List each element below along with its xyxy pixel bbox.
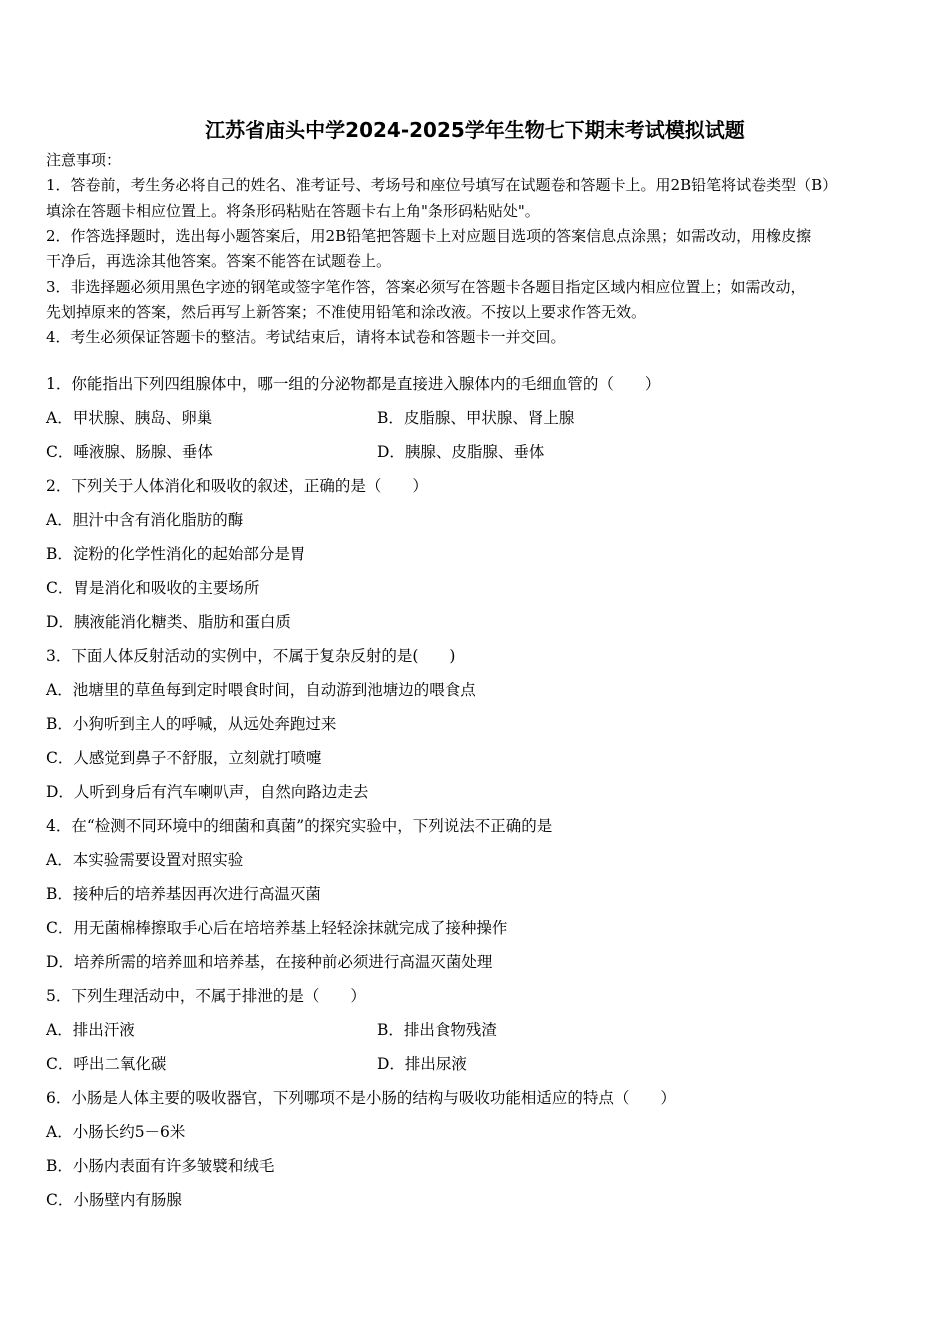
question-option: B．淀粉的化学性消化的起始部分是胃 xyxy=(46,545,306,563)
question-option: A．胆汁中含有消化脂肪的酶 xyxy=(46,511,244,529)
question-option: D．排出尿液 xyxy=(377,1055,467,1073)
notice-line: 注意事项： xyxy=(46,151,122,169)
notice-line: 1．答卷前，考生务必将自己的姓名、准考证号、考场号和座位号填写在试题卷和答题卡上。用2B铅笔将试卷类型（B） xyxy=(46,176,838,195)
notice-line: 填涂在答题卡相应位置上。将条形码粘贴在答题卡右上角"条形码粘贴处"。 xyxy=(46,201,540,220)
question-option: C．唾液腺、肠腺、垂体 xyxy=(46,443,213,461)
question-option: D．胰液能消化糖类、脂肪和蛋白质 xyxy=(46,613,291,631)
question-stem: 5．下列生理活动中，不属于排泄的是（ ） xyxy=(46,987,366,1005)
question-option: B．皮脂腺、甲状腺、肾上腺 xyxy=(377,409,575,427)
question-option: C．用无菌棉棒擦取手心后在培培养基上轻轻涂抹就完成了接种操作 xyxy=(46,919,508,937)
question-option: B．小肠内表面有许多皱襞和绒毛 xyxy=(46,1157,275,1175)
notice-line: 先划掉原来的答案，然后再写上新答案；不准使用铅笔和涂改液。不按以上要求作答无效。 xyxy=(46,302,647,321)
question-stem: 4．在“检测不同环境中的细菌和真菌”的探究实验中，下列说法不正确的是 xyxy=(46,817,553,835)
question-option: A．小肠长约5－6米 xyxy=(46,1123,186,1141)
question-option: A．甲状腺、胰岛、卵巢 xyxy=(46,409,213,427)
question-option: A．排出汗液 xyxy=(46,1021,135,1039)
question-option: B．接种后的培养基因再次进行高温灭菌 xyxy=(46,885,321,903)
question-option: D．人听到身后有汽车喇叭声，自然向路边走去 xyxy=(46,783,369,801)
question-stem: 6．小肠是人体主要的吸收器官，下列哪项不是小肠的结构与吸收功能相适应的特点（ ） xyxy=(46,1089,676,1107)
question-option: A．池塘里的草鱼每到定时喂食时间，自动游到池塘边的喂食点 xyxy=(46,681,476,699)
notice-line: 2．作答选择题时，选出每小题答案后，用2B铅笔把答题卡上对应题目选项的答案信息点涂黑；如需改动，用橡皮擦 xyxy=(46,226,812,245)
question-stem: 1．你能指出下列四组腺体中，哪一组的分泌物都是直接进入腺体内的毛细血管的（ ） xyxy=(46,375,661,393)
notice-line: 3．非选择题必须用黑色字迹的钢笔或签字笔作答，答案必须写在答题卡各题目指定区域内相应位置上；如需改动， xyxy=(46,277,806,296)
notice-line: 干净后，再选涂其他答案。答案不能答在试题卷上。 xyxy=(46,252,392,271)
question-option: D．胰腺、皮脂腺、垂体 xyxy=(377,443,545,461)
question-stem: 3．下面人体反射活动的实例中，不属于复杂反射的是( ) xyxy=(46,647,456,665)
question-option: C．人感觉到鼻子不舒服，立刻就打喷嚏 xyxy=(46,749,322,767)
question-option: B．排出食物残渣 xyxy=(377,1021,497,1039)
question-option: A．本实验需要设置对照实验 xyxy=(46,851,244,869)
question-option: C．小肠壁内有肠腺 xyxy=(46,1191,182,1209)
question-option: C．呼出二氧化碳 xyxy=(46,1055,167,1073)
page-title: 江苏省庙头中学2024-2025学年生物七下期末考试模拟试题 xyxy=(205,118,745,142)
question-option: B．小狗听到主人的呼喊，从远处奔跑过来 xyxy=(46,715,337,733)
question-option: D．培养所需的培养皿和培养基，在接种前必须进行高温灭菌处理 xyxy=(46,953,493,971)
question-stem: 2．下列关于人体消化和吸收的叙述，正确的是（ ） xyxy=(46,477,428,495)
notice-line: 4．考生必须保证答题卡的整洁。考试结束后，请将本试卷和答题卡一并交回。 xyxy=(46,328,566,347)
question-option: C．胃是消化和吸收的主要场所 xyxy=(46,579,260,597)
